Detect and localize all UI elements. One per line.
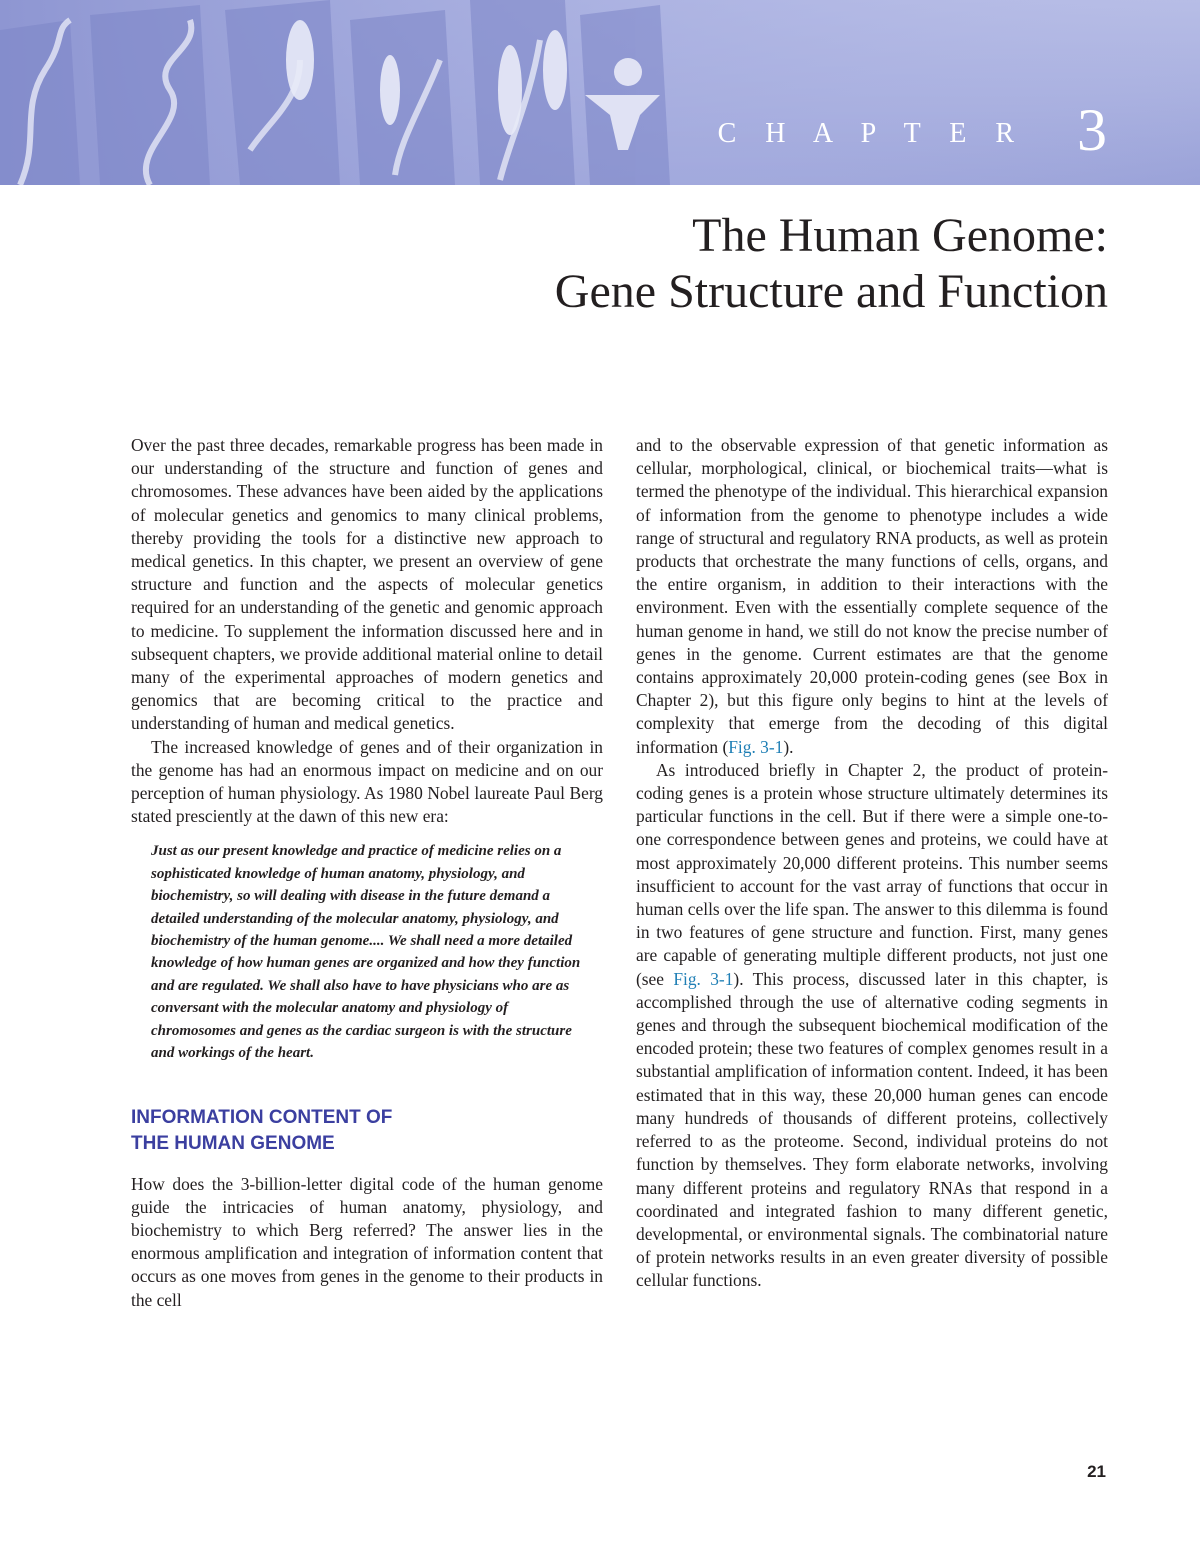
chapter-number: 3 <box>1077 97 1107 163</box>
paragraph: The increased knowledge of genes and of their organization in the genome has had an enormous impact on medicine and on our perception of human physiology. As 1980 Nobel laureate Paul Berg stated presciently at the dawn of this new era: <box>131 736 603 827</box>
figure-link[interactable]: Fig. 3-1 <box>673 968 734 989</box>
paragraph: Over the past three decades, remarkable progress has been made in our understanding of the structure and function of genes and chromosomes. These advances have been aided by the applications of molecular genetics and genomics to many clinical problems, thereby providing the tools for a distinctive new approach to medical genetics. In this chapter, we present an overview of gene structure and function and the aspects of molecular genetics required for an understanding of the genetic and genomic approach to medicine. To supplement the information discussed here and in subsequent chapters, we provide additional material online to detail many of the experimental approaches of modern genetics and genomics that are becoming critical to the practice and understanding of human and medical genetics. <box>131 435 603 734</box>
right-column <box>636 434 1108 1293</box>
paragraph-text: As introduced briefly in Chapter 2, the product of protein-coding genes is a protein whose structure ultimately determines its particular functions in the cell. But if there were a simple one-to-one correspondence between genes and proteins, we could have at most approximately 20,000 different proteins. This number seems insufficient to account for the vast array of functions that occur in human cells over the life span. The answer to this dilemma is found in two features of gene structure and function. First, many genes are capable of generating multiple different products, not just one (see <box>636 759 1108 989</box>
figure-link[interactable]: Fig. 3-1 <box>728 736 784 757</box>
chapter-title <box>308 208 1108 320</box>
page-number: 21 <box>1087 1462 1106 1481</box>
chapter-banner <box>0 0 1200 185</box>
genetics-collage-image <box>0 0 1200 185</box>
section-heading-line2: THE HUMAN GENOME <box>131 1132 335 1154</box>
paragraph-text: ). <box>783 736 794 757</box>
berg-quote: Just as our present knowledge and practice of medicine relies on a sophisticated knowledge of human anatomy, physiology, and biochemistry, so will dealing with disease in the future demand a detailed understanding of the molecular anatomy, physiology, and biochemistry of the human genome.... We shall need a more detailed knowledge of how human genes are organized and how they function and are regulated. We shall also have to have physicians who are as conversant with the molecular anatomy and physiology of chromosomes and genes as the cardiac surgeon is with the structure and workings of the heart. <box>151 843 581 1062</box>
paragraph-text: ). This process, discussed later in this chapter, is accomplished through the use of alternative coding segments in genes and through the subsequent biochemical modification of the encoded protein; these two features of complex genomes result in a substantial amplification of information content. Indeed, it has been estimated that in this way, these 20,000 human genes can encode many hundreds of thousands of different proteins, collectively referred to as the proteome. Second, individual proteins do not function by themselves. They form elaborate networks, involving many different proteins and regulatory RNAs that respond in a coordinated and integrated fashion to many different genetic, developmental, or environmental signals. The combinatorial nature of protein networks results in an even greater diversity of possible cellular functions. <box>636 968 1108 1291</box>
left-column <box>131 434 603 1312</box>
chapter-title-line1: The Human Genome: <box>692 209 1108 262</box>
section-heading-line1: INFORMATION CONTENT OF <box>131 1106 393 1128</box>
paragraph-text: and to the observable expression of that genetic information as cellular, morphological, clinical, or biochemical traits—what is termed the phenotype of the individual. This hierarchical expansion of information from the genome to phenotype includes a wide range of structural and regulatory RNA products, as well as protein products that orchestrate the many functions of cells, organs, and the entire organism, in addition to their interactions with the environment. Even with the essentially complete sequence of the human genome in hand, we still do not know the precise number of genes in the genome. Current estimates are that the genome contains approximately 20,000 protein-coding genes (see Box in Chapter 2), but this figure only begins to hint at the levels of complexity that emerge from the decoding of this digital information ( <box>636 435 1108 757</box>
section-heading <box>131 1105 603 1157</box>
chapter-label: C H A P T E R <box>717 118 1025 149</box>
paragraph: How does the 3-billion-letter digital code of the human genome guide the intricacies of human anatomy, physiology, and biochemistry to which Berg referred? The answer lies in the enormous amplification and integration of information content that occurs as one moves from genes in the genome to their products in the cell <box>131 1173 603 1310</box>
paragraph <box>636 434 1108 759</box>
chapter-title-line2: Gene Structure and Function <box>554 265 1108 318</box>
paragraph <box>636 759 1108 1293</box>
